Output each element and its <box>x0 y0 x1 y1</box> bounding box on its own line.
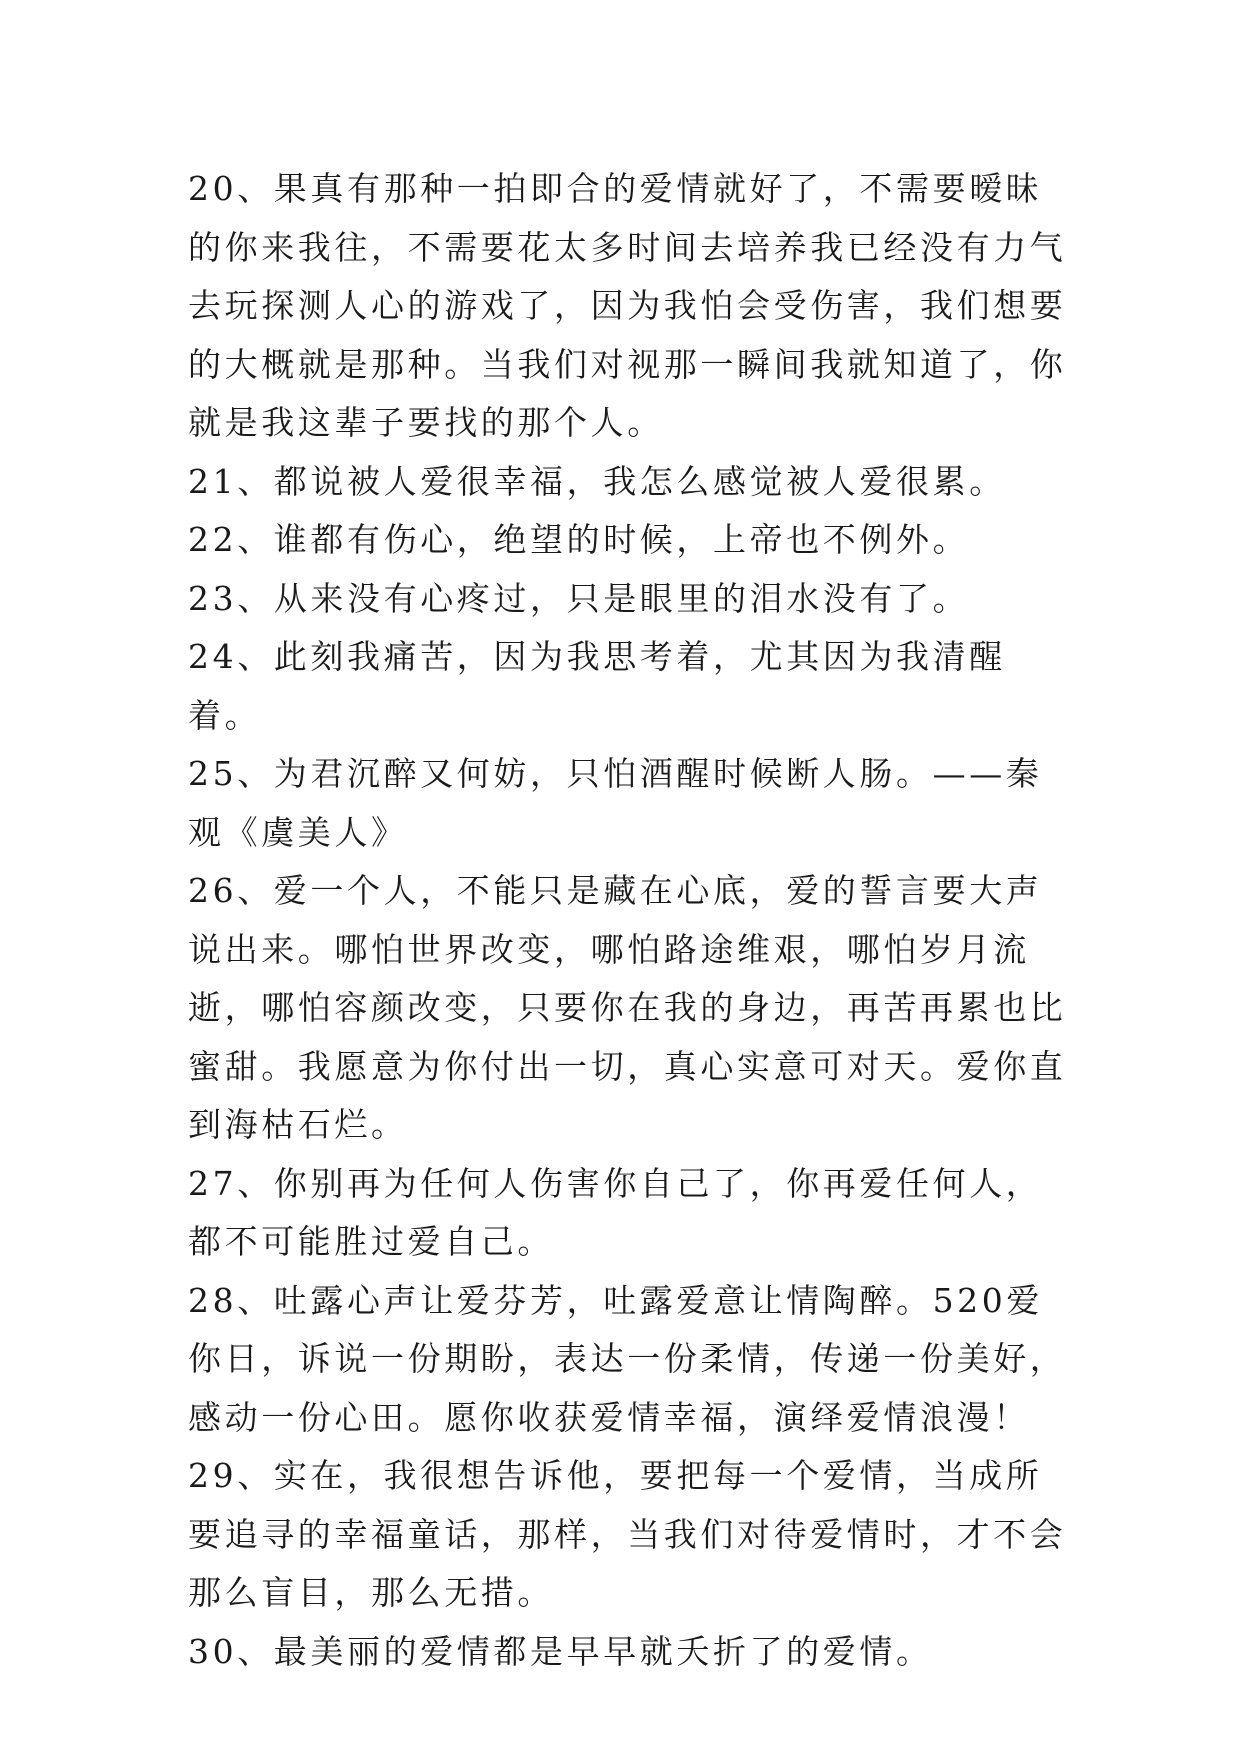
document-body <box>188 160 1068 1681</box>
paragraph-20: 20、果真有那种一拍即合的爱情就好了，不需要暧昧的你来我往，不需要花太多时间去培养我已经没有力气去玩探测人心的游戏了，因为我怕会受伤害，我们想要的大概就是那种。当我们对视那一瞬间我就知道了，你就是我这辈子要找的那个人。 <box>188 169 1067 442</box>
paragraph-25: 25、为君沉醉又何妨，只怕酒醒时候断人肠。——秦观《虞美人》 <box>188 754 1043 852</box>
paragraph-29: 29、实在，我很想告诉他，要把每一个爱情，当成所要追寻的幸福童话，那样，当我们对待爱情时，才不会那么盲目，那么无措。 <box>188 1456 1067 1612</box>
paragraph-23: 23、从来没有心疼过，只是眼里的泪水没有了。 <box>188 578 970 618</box>
paragraph-30: 30、最美丽的爱情都是早早就夭折了的爱情。 <box>188 1631 933 1671</box>
paragraph-26: 26、爱一个人，不能只是藏在心底，爱的誓言要大声说出来。哪怕世界改变，哪怕路途维艰，哪怕岁月流逝，哪怕容颜改变，只要你在我的身边，再苦再累也比蜜甜。我愿意为你付出一切，真心实意可对天。爱你直到海枯石烂。 <box>188 871 1067 1144</box>
paragraph-28: 28、吐露心声让爱芬芳，吐露爱意让情陶醉。520爱你日，诉说一份期盼，表达一份柔情，传递一份美好，感动一份心田。愿你收获爱情幸福，演绎爱情浪漫！ <box>188 1280 1067 1437</box>
paragraph-27: 27、你别再为任何人伤害你自己了，你再爱任何人，都不可能胜过爱自己。 <box>188 1163 1043 1261</box>
paragraph-24: 24、此刻我痛苦，因为我思考着，尤其因为我清醒着。 <box>188 637 1006 735</box>
paragraph-21: 21、都说被人爱很幸福，我怎么感觉被人爱很累。 <box>188 461 1006 501</box>
paragraph-22: 22、谁都有伤心，绝望的时候，上帝也不例外。 <box>188 520 970 559</box>
